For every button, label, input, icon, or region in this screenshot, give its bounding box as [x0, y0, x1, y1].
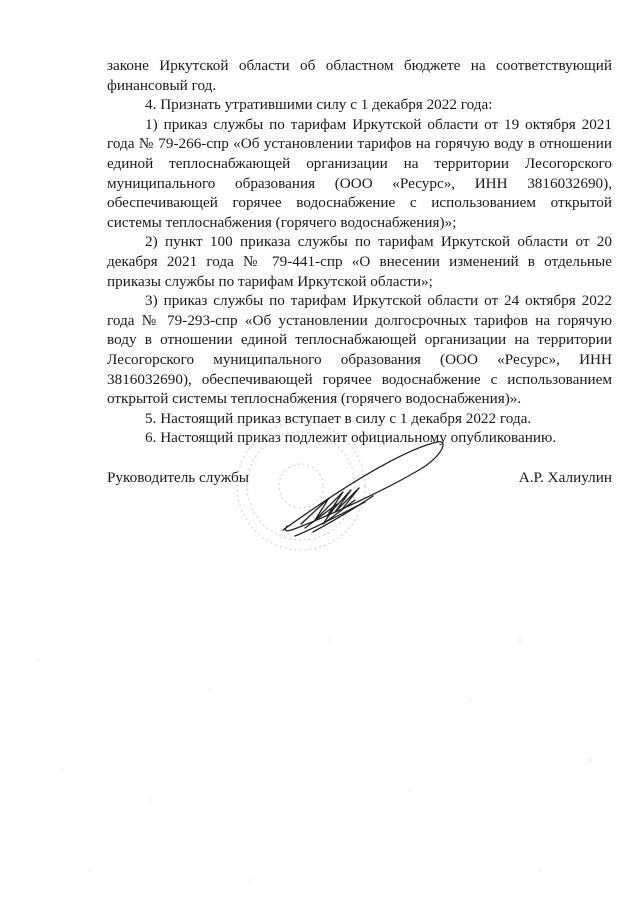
paragraph-budget-continuation: законе Иркутской области об областном бюджете на соответствующий финансовый год.	[107, 57, 612, 94]
paragraph-subitem-2: 2) пункт 100 приказа службы по тарифам Иркутской области от 20 декабря 2021 года № 79-441-спр «О внесении изменений в отдельные приказы службы по тарифам Иркутской области»;	[107, 233, 612, 290]
paragraph-subitem-3: 3) приказ службы по тарифам Иркутской области от 24 октября 2022 года № 79-293-спр «Об установлении долгосрочных тарифов на горячую воду в отношении единой теплоснабжающей организации на территории Лесогорского муниципального образования (ООО «Ресурс», ИНН 3816032690), обеспечивающей горячее водоснабжение с использованием открытой системы теплоснабжения (горячего водоснабжения)».	[107, 292, 612, 408]
paragraph-item-5: 5. Настоящий приказ вступает в силу с 1 декабря 2022 года.	[145, 409, 532, 427]
seal-stamp	[237, 422, 365, 550]
paragraph-subitem-1: 1) приказ службы по тарифам Иркутской области от 19 октября 2021 года № 79-266-спр «Об установлении тарифов на горячую воду в отношении единой теплоснабжающей организации на территории Лесогорского муниципального образования (ООО «Ресурс», ИНН 3816032690), обеспечивающей горячее водоснабжение с использованием открытой системы теплоснабжения (горячего водоснабжения)»;	[107, 115, 612, 231]
signatory-position: Руководитель службы	[107, 469, 249, 486]
paragraph-item-6: 6. Настоящий приказ подлежит официальному опубликованию.	[145, 429, 557, 447]
document-body	[107, 56, 612, 448]
signatory-name: А.Р. Халиулин	[518, 469, 612, 486]
paragraph-item-4: 4. Признать утратившими силу с 1 декабря 2022 года:	[145, 96, 493, 114]
handwritten-signature	[283, 442, 443, 536]
